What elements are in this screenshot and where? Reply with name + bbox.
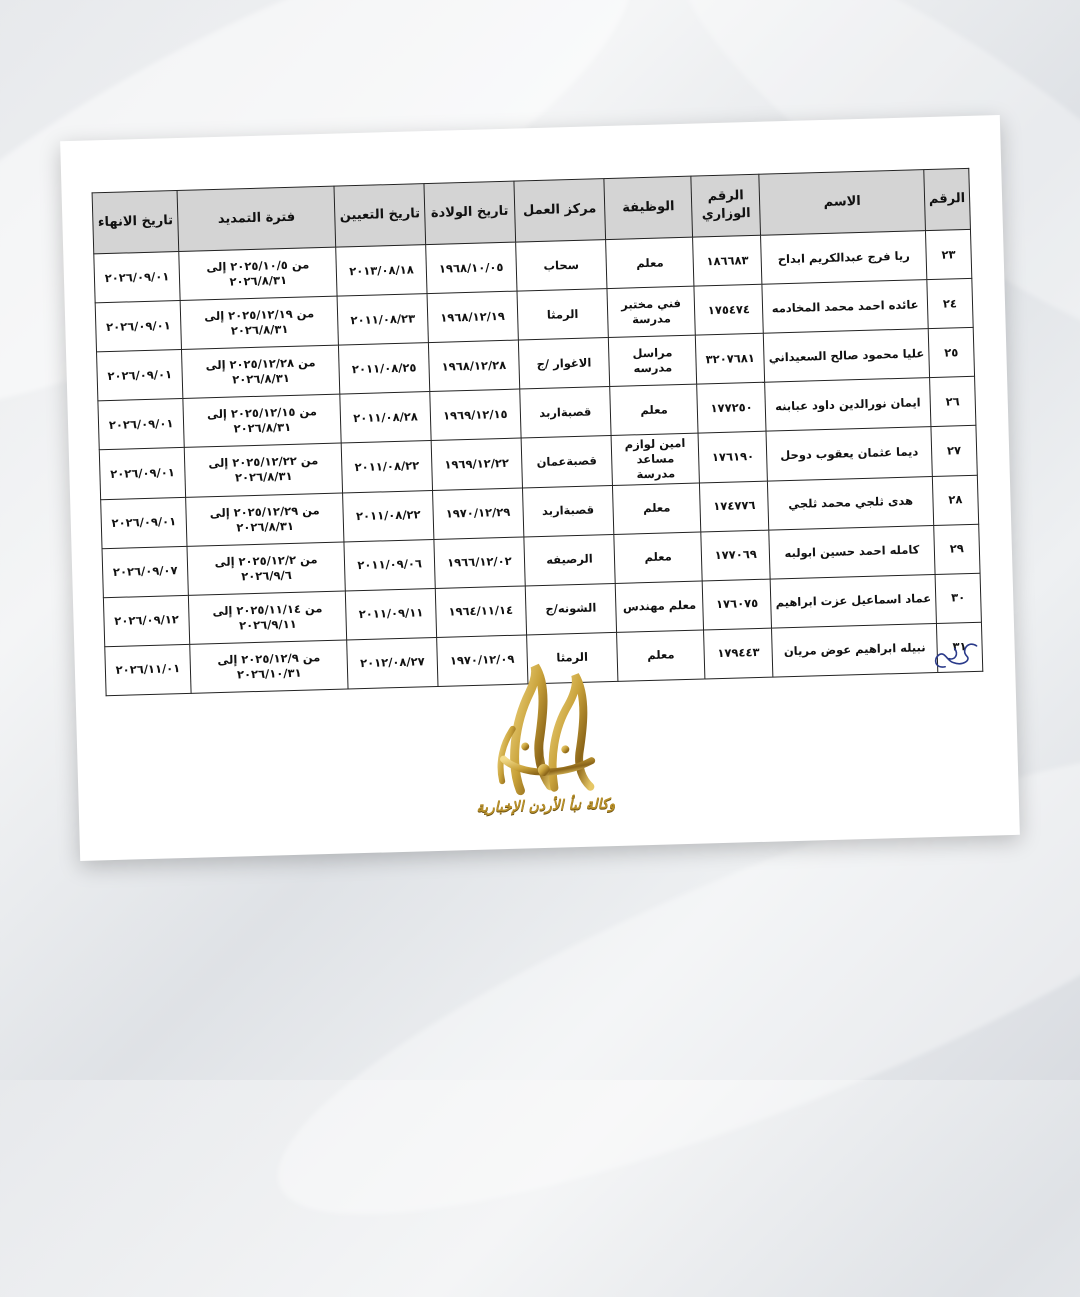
cell-birth-date: ١٩٧٠/١٢/٢٩ bbox=[433, 488, 524, 539]
cell-end-date: ٢٠٢٦/٠٩/٠١ bbox=[99, 447, 185, 499]
cell-job: معلم bbox=[606, 237, 694, 288]
cell-work-center: الشونه/ج bbox=[525, 583, 617, 635]
cell-name: عماد اسماعيل عزت ابراهيم bbox=[770, 574, 936, 628]
cell-num: ٢٤ bbox=[927, 278, 973, 328]
cell-extension-period: من ٢٠٢٥/١١/١٤ إلى ٢٠٢٦/٩/١١ bbox=[188, 591, 346, 644]
header-extension-period: فترة التمديد bbox=[177, 186, 336, 251]
cell-ministry-num: ١٧٧٠٦٩ bbox=[701, 530, 770, 581]
cell-name: ريا فرج عبدالكريم ابداح bbox=[761, 231, 927, 285]
header-end-date: تاريخ الانهاء bbox=[92, 191, 179, 254]
cell-num: ٢٩ bbox=[934, 524, 980, 574]
cell-ministry-num: ١٧٤٧٧٦ bbox=[700, 481, 769, 532]
header-name: الاسم bbox=[759, 170, 925, 236]
cell-work-center: الرمثا bbox=[526, 632, 618, 684]
cell-end-date: ٢٠٢٦/٠٩/٠١ bbox=[98, 398, 184, 449]
cell-job: معلم bbox=[610, 384, 698, 435]
cell-job: فني مختبر مدرسة bbox=[607, 286, 695, 337]
cell-num: ٢٣ bbox=[925, 229, 971, 279]
header-ministry-num: الرقم الوزاري bbox=[691, 174, 761, 237]
cell-job: معلم bbox=[613, 483, 701, 534]
document-sheet bbox=[60, 115, 1020, 861]
cell-ministry-num: ١٧٦٠٧٥ bbox=[702, 579, 771, 630]
cell-name: عائده احمد محمد المخادمه bbox=[762, 280, 928, 334]
cell-extension-period: من ٢٠٢٥/١٢/٢٩ إلى ٢٠٢٦/٨/٣١ bbox=[186, 493, 344, 546]
cell-job: مراسل مدرسه bbox=[608, 335, 696, 386]
cell-birth-date: ١٩٦٨/١٢/١٩ bbox=[427, 291, 518, 342]
staff-extension-table bbox=[92, 168, 984, 696]
cell-ministry-num: ١٧٦١٩٠ bbox=[698, 431, 767, 483]
cell-ministry-num: ١٨٦٦٨٣ bbox=[693, 235, 762, 286]
cell-num: ٢٦ bbox=[929, 376, 975, 426]
cell-appointment-date: ٢٠١١/٠٨/٢٨ bbox=[340, 392, 431, 443]
cell-name: ايمان نورالدين داود عبابنه bbox=[765, 378, 931, 432]
cell-birth-date: ١٩٦٩/١٢/١٥ bbox=[430, 389, 521, 440]
cell-ministry-num: ١٧٧٢٥٠ bbox=[697, 382, 766, 433]
cell-num: ٣٠ bbox=[935, 573, 981, 623]
header-work-center: مركز العمل bbox=[514, 179, 606, 242]
cell-work-center: الاغوار /ج bbox=[518, 338, 610, 390]
cell-end-date: ٢٠٢٦/١١/٠١ bbox=[105, 644, 191, 695]
cell-job: امين لوازم مساعد مدرسة bbox=[611, 433, 699, 485]
news-agency-logo-icon bbox=[477, 660, 611, 804]
cell-extension-period: من ٢٠٢٥/١٠/٥ إلى ٢٠٢٦/٨/٣١ bbox=[179, 247, 337, 300]
cell-work-center: الرصيفه bbox=[524, 534, 616, 586]
cell-num: ٣١ bbox=[936, 622, 982, 672]
cell-appointment-date: ٢٠١١/٠٨/٢٣ bbox=[337, 294, 428, 345]
cell-appointment-date: ٢٠١١/٠٩/١١ bbox=[346, 588, 437, 639]
cell-appointment-date: ٢٠١٢/٠٨/٢٧ bbox=[347, 637, 438, 688]
cell-appointment-date: ٢٠١١/٠٨/٢٢ bbox=[341, 441, 432, 493]
cell-name: هدى ثلجي محمد ثلجي bbox=[768, 476, 934, 530]
cell-extension-period: من ٢٠٢٥/١٢/١٥ إلى ٢٠٢٦/٨/٣١ bbox=[183, 394, 341, 447]
cell-ministry-num: ٣٢٠٧٦٨١ bbox=[696, 333, 765, 384]
cell-job: معلم bbox=[614, 532, 702, 583]
cell-appointment-date: ٢٠١١/٠٩/٠٦ bbox=[344, 539, 435, 590]
cell-work-center: قصبةعمان bbox=[521, 435, 613, 487]
cell-appointment-date: ٢٠١١/٠٨/٢٥ bbox=[339, 343, 430, 394]
cell-name: كامله احمد حسين ابولبه bbox=[769, 525, 935, 579]
news-agency-name: وكالة نبأ الأردن الإخبارية bbox=[476, 796, 616, 816]
cell-appointment-date: ٢٠١١/٠٨/٢٢ bbox=[343, 490, 434, 541]
cell-ministry-num: ١٧٥٤٧٤ bbox=[694, 284, 763, 335]
header-birth-date: تاريخ الولادة bbox=[424, 181, 515, 244]
cell-birth-date: ١٩٦٦/١٢/٠٢ bbox=[434, 537, 525, 588]
cell-birth-date: ١٩٦٨/١٢/٢٨ bbox=[428, 340, 519, 391]
cell-birth-date: ١٩٧٠/١٢/٠٩ bbox=[437, 635, 528, 686]
cell-extension-period: من ٢٠٢٥/١٢/٢ إلى ٢٠٢٦/٩/٦ bbox=[187, 542, 345, 595]
header-appointment-date: تاريخ التعيين bbox=[334, 184, 425, 247]
news-agency-watermark bbox=[467, 660, 621, 824]
cell-name: ديما عثمان يعقوب دوحل bbox=[766, 427, 932, 481]
cell-job: معلم bbox=[617, 630, 705, 681]
cell-extension-period: من ٢٠٢٥/١٢/٩ إلى ٢٠٢٦/١٠/٣١ bbox=[190, 640, 348, 693]
cell-work-center: قصبةاربد bbox=[522, 485, 614, 537]
cell-work-center: سحاب bbox=[515, 240, 607, 292]
cell-end-date: ٢٠٢٦/٠٩/٠١ bbox=[101, 497, 187, 548]
header-num: الرقم bbox=[924, 168, 971, 230]
cell-num: ٢٧ bbox=[931, 425, 978, 476]
cell-birth-date: ١٩٦٤/١١/١٤ bbox=[435, 586, 526, 637]
cell-end-date: ٢٠٢٦/٠٩/٠١ bbox=[94, 251, 180, 302]
cell-end-date: ٢٠٢٦/٠٩/١٢ bbox=[103, 595, 189, 646]
cell-end-date: ٢٠٢٦/٠٩/٠١ bbox=[97, 349, 183, 400]
cell-end-date: ٢٠٢٦/٠٩/٠٧ bbox=[102, 546, 188, 597]
cell-job: معلم مهندس bbox=[615, 581, 703, 632]
cell-name: نبيله ابراهيم عوض مريان bbox=[772, 623, 938, 677]
cell-end-date: ٢٠٢٦/٠٩/٠١ bbox=[95, 300, 181, 351]
handwritten-signature bbox=[924, 636, 985, 678]
cell-extension-period: من ٢٠٢٥/١٢/١٩ إلى ٢٠٢٦/٨/٣١ bbox=[180, 296, 338, 349]
cell-work-center: الرمثا bbox=[517, 289, 609, 341]
cell-ministry-num: ١٧٩٤٤٣ bbox=[704, 628, 773, 679]
cell-appointment-date: ٢٠١٣/٠٨/١٨ bbox=[336, 245, 427, 296]
cell-birth-date: ١٩٦٨/١٠/٠٥ bbox=[426, 242, 517, 293]
cell-birth-date: ١٩٦٩/١٢/٢٢ bbox=[431, 438, 522, 490]
cell-extension-period: من ٢٠٢٥/١٢/٢٢ إلى ٢٠٢٦/٨/٣١ bbox=[184, 443, 342, 497]
cell-num: ٢٥ bbox=[928, 327, 974, 377]
cell-num: ٢٨ bbox=[932, 475, 978, 525]
cell-name: عليا محمود صالح السعيداني bbox=[764, 329, 930, 383]
cell-work-center: قصبةاربد bbox=[519, 387, 611, 439]
cell-extension-period: من ٢٠٢٥/١٢/٢٨ إلى ٢٠٢٦/٨/٣١ bbox=[182, 345, 340, 398]
header-job: الوظيفة bbox=[604, 176, 693, 239]
